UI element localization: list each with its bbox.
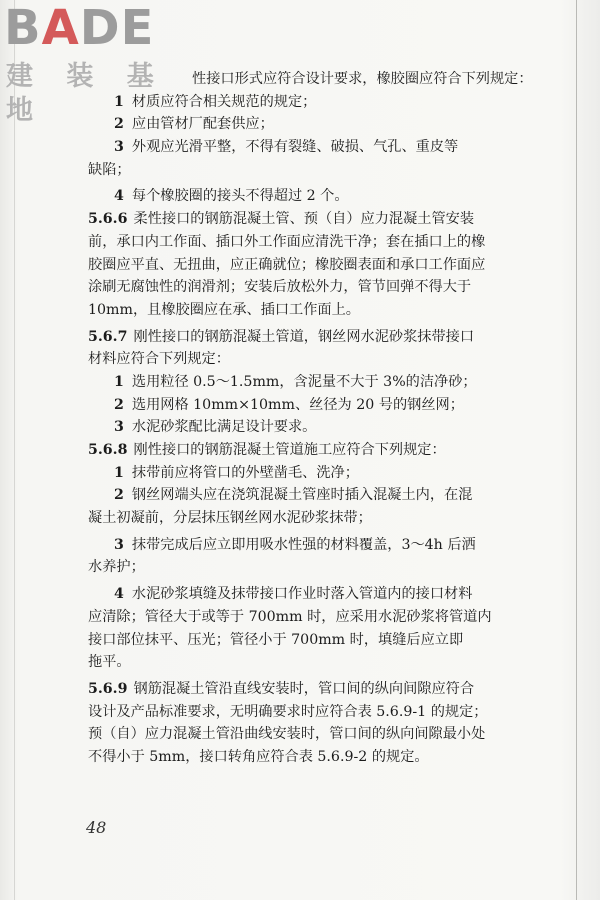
section-line: 涂刷无腐蚀性的润滑剂；安装后放松外力，管节回弹不得大于	[88, 279, 472, 296]
list-item-continuation: 水养护；	[88, 559, 145, 576]
section-line: 材料应符合下列规定：	[88, 351, 230, 368]
list-item-continuation: 应清除；管径大于或等于 700mm 时，应采用水泥砂浆将管道内	[88, 608, 492, 625]
list-item: 4 水泥砂浆填缝及抹带接口作业时落入管道内的接口材料	[114, 586, 473, 603]
section-5-6-9: 5.6.9 钢筋混凝土管沿直线安装时，管口间的纵向间隙应符合	[88, 680, 475, 697]
page-binding-line	[576, 0, 577, 900]
header-line: 性接口形式应符合设计要求，橡胶圈应符合下列规定：	[192, 71, 533, 87]
section-5-6-7: 5.6.7 刚性接口的钢筋混凝土管道，钢丝网水泥砂浆抹带接口	[88, 328, 475, 345]
watermark-subtitle: 建 装 基 地	[6, 61, 166, 126]
list-item-continuation: 缺陷；	[88, 161, 131, 178]
list-item: 1 材质应符合相关规范的规定；	[114, 93, 317, 110]
page-gutter-line	[14, 0, 15, 900]
list-item-continuation: 接口部位抹平、压光；管径小于 700mm 时，填缝后应立即	[88, 631, 464, 648]
section-5-6-8: 5.6.8 刚性接口的钢筋混凝土管道施工应符合下列规定：	[88, 442, 446, 458]
list-item: 1 抹带前应将管口的外壁凿毛、洗净；	[114, 464, 359, 481]
list-item: 3 抹带完成后应立即用吸水性强的材料覆盖，3～4h 后洒	[114, 536, 476, 553]
watermark-brand: BADE	[4, 0, 155, 56]
section-line: 不得小于 5mm，接口转角应符合表 5.6.9-2 的规定。	[88, 748, 429, 765]
section-line: 前，承口内工作面、插口外工作面应清洗干净；套在插口上的橡	[88, 233, 486, 250]
list-item: 1 选用粒径 0.5～1.5mm，含泥量不大于 3%的洁净砂；	[114, 373, 477, 390]
list-item: 3 外观应光滑平整，不得有裂缝、破损、气孔、重皮等	[114, 139, 459, 156]
list-item-continuation: 凝土初凝前，分层抹压钢丝网水泥砂浆抹带；	[88, 510, 372, 527]
list-item: 3 水泥砂浆配比满足设计要求。	[114, 419, 317, 436]
list-item: 2 钢丝网端头应在浇筑混凝土管座时插入混凝土内，在混	[114, 487, 473, 504]
list-item: 2 选用网格 10mm×10mm、丝径为 20 号的钢丝网；	[114, 396, 464, 413]
page-number: 48	[86, 818, 107, 837]
list-item: 4 每个橡胶圈的接头不得超过 2 个。	[114, 188, 349, 205]
section-line: 预（自）应力混凝土管沿曲线安装时，管口间的纵向间隙最小处	[88, 726, 486, 743]
section-5-6-6: 5.6.6 柔性接口的钢筋混凝土管、预（自）应力混凝土管安装	[88, 211, 475, 228]
section-line: 设计及产品标准要求，无明确要求时应符合表 5.6.9-1 的规定；	[88, 703, 488, 720]
list-item: 2 应由管材厂配套供应；	[114, 116, 274, 133]
list-item-continuation: 拖平。	[88, 654, 131, 671]
section-line: 10mm，且橡胶圈应在承、插口工作面上。	[88, 301, 360, 318]
body-text	[88, 68, 533, 769]
section-line: 胶圈应平直、无扭曲，应正确就位；橡胶圈表面和承口工作面应	[88, 256, 486, 273]
